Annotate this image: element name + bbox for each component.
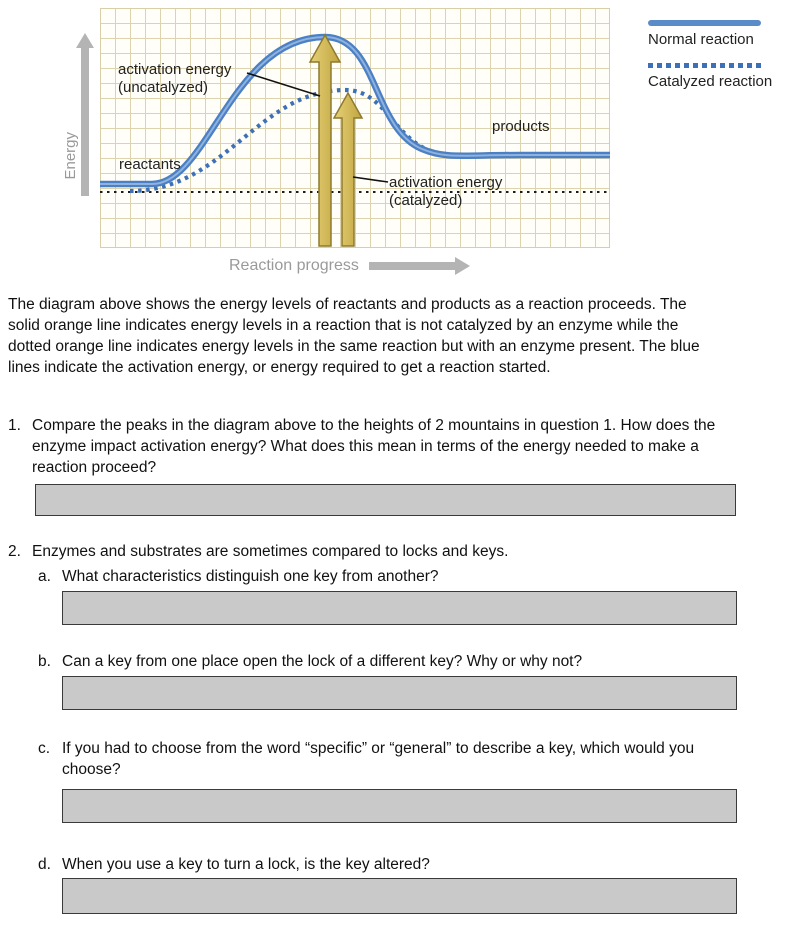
answer-box-q2d[interactable] xyxy=(62,878,737,914)
intro-paragraph: The diagram above shows the energy levels of reactants and products as a reaction proceeds. The solid orange line indicates energy levels in a reaction that is not catalyzed by an enzyme while the dotted orange line indicates energy levels in the same reaction but with an enzyme present. The blue lines indicate the activation energy, or energy required to get a reaction started. xyxy=(8,296,700,376)
answer-box-q2c[interactable] xyxy=(62,789,737,823)
question-1-number: 1. xyxy=(8,417,21,434)
energy-axis-shaft xyxy=(81,48,89,196)
y-axis-label: Energy xyxy=(62,132,79,180)
legend-solid-line-sample xyxy=(648,20,761,26)
question-2b xyxy=(38,651,789,672)
answer-box-q2a[interactable] xyxy=(62,591,737,625)
x-axis-arrowhead xyxy=(455,257,470,275)
reaction-progress-arrow xyxy=(369,257,470,275)
question-1 xyxy=(8,415,789,478)
question-2b-text: Can a key from one place open the lock of a different key? Why or why not? xyxy=(62,653,583,670)
x-axis xyxy=(229,257,470,275)
activation-energy-uncatalyzed-line2: (uncatalyzed) xyxy=(118,79,209,96)
question-2c-text: If you had to choose from the word “specific” or “general” to describe a key, which would you choose? xyxy=(62,740,695,778)
activation-energy-uncatalyzed-line1: activation energy xyxy=(118,61,232,78)
question-2c-letter: c. xyxy=(38,740,51,757)
legend xyxy=(648,20,788,91)
question-2 xyxy=(8,541,789,562)
question-2a-letter: a. xyxy=(38,568,51,585)
question-2d-letter: d. xyxy=(38,856,51,873)
activation-energy-catalyzed-label xyxy=(389,174,502,210)
question-2c xyxy=(38,738,789,780)
energy-axis-arrowhead xyxy=(76,33,94,48)
activation-energy-catalyzed-line2: (catalyzed) xyxy=(389,192,463,209)
worksheet-content xyxy=(0,294,789,914)
question-2-text: Enzymes and substrates are sometimes compared to locks and keys. xyxy=(32,543,509,560)
reactants-label: reactants xyxy=(119,156,181,173)
legend-label-catalyzed-reaction: Catalyzed reaction xyxy=(648,73,773,90)
question-2a xyxy=(38,566,789,587)
legend-dotted-line-sample xyxy=(648,63,761,68)
x-axis-label: Reaction progress xyxy=(229,257,359,274)
question-2b-letter: b. xyxy=(38,653,51,670)
activation-energy-catalyzed-line1: activation energy xyxy=(389,174,503,191)
question-2-number: 2. xyxy=(8,543,21,560)
question-2a-text: What characteristics distinguish one key from another? xyxy=(62,568,439,585)
activation-energy-uncatalyzed-label xyxy=(118,61,231,97)
legend-label-normal-reaction: Normal reaction xyxy=(648,31,754,48)
question-2d xyxy=(38,854,789,875)
answer-box-q1[interactable] xyxy=(35,484,736,516)
answer-box-q2b[interactable] xyxy=(62,676,737,710)
question-2d-text: When you use a key to turn a lock, is the key altered? xyxy=(62,856,430,873)
products-label: products xyxy=(492,118,550,135)
energy-diagram-figure xyxy=(0,0,789,286)
x-axis-arrow-shaft xyxy=(369,262,455,270)
question-1-text: Compare the peaks in the diagram above to the heights of 2 mountains in question 1. How does the enzyme impact activation energy? What does this mean in terms of the energy needed to make a reaction proceed? xyxy=(32,417,716,476)
